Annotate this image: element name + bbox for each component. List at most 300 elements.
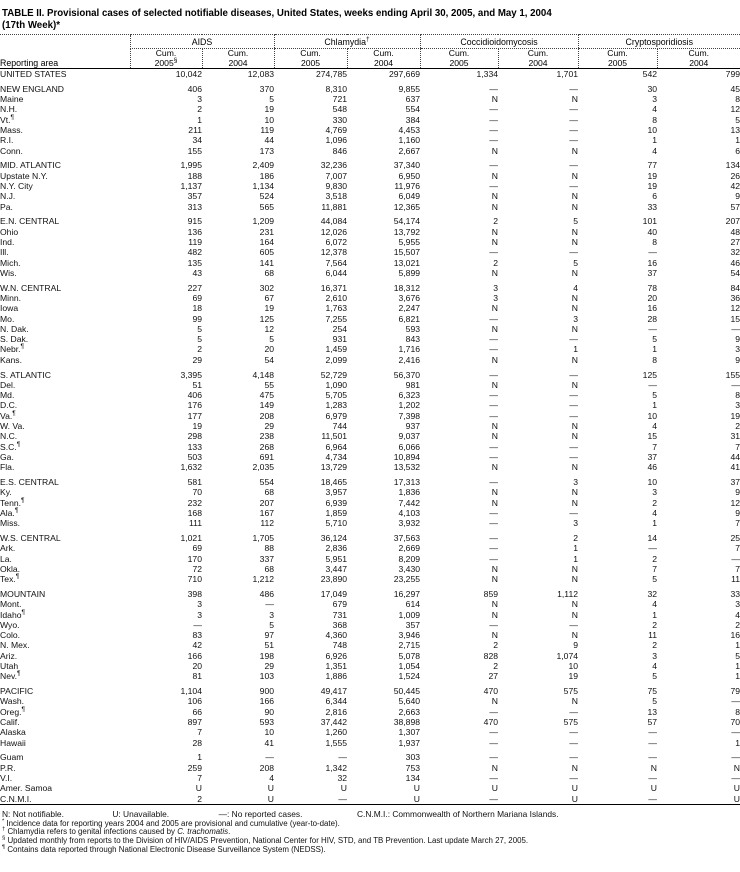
cell-value: 188 [187, 170, 202, 181]
row-label: E.N. CENTRAL [0, 216, 60, 227]
cell-value: 3 [652, 487, 658, 498]
cell-value: — [569, 619, 579, 630]
cell-value: N [571, 431, 579, 442]
cell-value: 6,066 [398, 441, 421, 452]
row-label: Ga. [0, 451, 14, 462]
table-row [0, 651, 740, 661]
row-label: Fla. [0, 462, 15, 473]
cell-value: 2,416 [398, 354, 421, 365]
table-row [0, 462, 740, 472]
cell-value: 90 [264, 706, 275, 717]
row-label: Ind. [0, 236, 15, 247]
cell-value: 50,445 [393, 686, 421, 697]
cell-value: 1,937 [398, 737, 421, 748]
title-line-2: (17th Week)* [2, 19, 60, 31]
cell-value: 268 [259, 441, 275, 452]
cell-value: 1,074 [556, 650, 579, 661]
cell-value: 8,310 [325, 83, 348, 94]
cell-value: 68 [264, 267, 275, 278]
cell-value: 16 [647, 303, 658, 314]
cell-value: — [569, 451, 579, 462]
cell-value: U [267, 793, 275, 804]
row-label: UNITED STATES [0, 69, 67, 79]
cell-value: 2,836 [325, 543, 348, 554]
cell-value: 13 [730, 124, 740, 135]
cell-value: 10 [647, 476, 658, 487]
cell-value: 4 [735, 609, 740, 620]
table-row [0, 671, 740, 681]
cell-value: 166 [187, 650, 202, 661]
cell-value: 357 [187, 191, 202, 202]
row-label: Ohio [0, 226, 19, 237]
row-label: Calif. [0, 717, 20, 728]
cell-value: 11,881 [321, 201, 348, 212]
cell-value: 7 [197, 773, 202, 783]
cell-value: 1 [573, 344, 579, 355]
cell-value: 52,729 [320, 369, 348, 380]
cell-value: N [491, 609, 499, 620]
table-row [0, 146, 740, 156]
cell-value: 19 [647, 170, 658, 181]
column-header: Cum. 2005 [274, 49, 347, 69]
cell-value: 19 [264, 303, 275, 314]
column-group-aids: AIDS [130, 35, 274, 49]
cell-value: 6,950 [398, 170, 421, 181]
cell-value: 337 [259, 553, 275, 564]
cell-value: 7,398 [398, 410, 421, 421]
cell-value: 16 [730, 630, 740, 641]
table-row [0, 334, 740, 344]
row-label: Mich. [0, 257, 21, 268]
cell-value: 259 [187, 762, 202, 773]
cell-value: 357 [405, 619, 421, 630]
cell-value: 37,563 [393, 532, 421, 543]
cell-value: N [491, 497, 499, 508]
cell-value: U [571, 783, 579, 794]
table-row [0, 324, 740, 334]
cell-value: N [571, 145, 579, 156]
cell-value: — [569, 369, 579, 380]
cell-value: — [489, 114, 499, 125]
cell-value: 16 [647, 257, 658, 268]
notifiable-diseases-table [0, 34, 740, 805]
row-label: Tex.¶ [0, 573, 20, 585]
table-row [0, 620, 740, 630]
row-label: La. [0, 553, 12, 564]
cell-value: — [731, 727, 740, 738]
table-row [0, 748, 740, 763]
cell-value: 6,049 [398, 191, 421, 202]
table-row [0, 610, 740, 620]
cell-value: 37 [730, 476, 740, 487]
cell-value: — [569, 727, 579, 738]
row-label: D.C. [0, 400, 18, 411]
cell-value: 1 [652, 400, 658, 411]
cell-value: U [267, 783, 275, 794]
cell-value: 33 [647, 201, 658, 212]
cell-value: — [569, 737, 579, 748]
table-row [0, 543, 740, 553]
cell-value: 2,669 [398, 543, 421, 554]
cell-value: 575 [563, 717, 579, 728]
cell-value: 843 [405, 334, 421, 345]
cell-value: 78 [647, 282, 658, 293]
cell-value: N [491, 303, 499, 314]
cell-value: N [491, 323, 499, 334]
cell-value: — [489, 737, 499, 748]
cell-value: — [648, 752, 658, 763]
row-label: W.S. CENTRAL [0, 532, 61, 543]
cell-value: 542 [642, 69, 658, 79]
cell-value: 1,209 [252, 216, 275, 227]
cell-value: 37 [647, 267, 658, 278]
cell-value: 748 [332, 640, 348, 651]
cell-value: 149 [259, 400, 275, 411]
cell-value: 3 [197, 609, 202, 620]
cell-value: — [731, 696, 740, 707]
cell-value: 57 [647, 717, 658, 728]
cell-value: 9,855 [398, 83, 421, 94]
cell-value: 4 [652, 421, 658, 431]
footnote-pilcrow: ¶ Contains data reported through National Electronic Disease Surveillance System (NEDSS). [2, 844, 326, 854]
cell-value: — [648, 793, 658, 804]
cell-value: 18,312 [393, 282, 421, 293]
cell-value: 4 [269, 773, 275, 783]
cell-value: 2,035 [252, 462, 275, 473]
table-row [0, 431, 740, 441]
column-header: Cum. 2005 [420, 49, 498, 69]
cell-value: 1,632 [180, 462, 202, 473]
table-row [0, 227, 740, 237]
cell-value: 313 [187, 201, 202, 212]
cell-value: 36 [730, 292, 740, 303]
table-row [0, 355, 740, 365]
row-label: Miss. [0, 518, 21, 529]
legend-unavailable: U: Unavailable. [112, 808, 170, 819]
cell-value: 2 [493, 216, 499, 227]
cell-value: U [413, 793, 421, 804]
cell-value: 31 [730, 431, 740, 442]
table-row [0, 696, 740, 706]
row-label: Kans. [0, 354, 22, 365]
cell-value: 166 [259, 696, 275, 707]
table-row [0, 303, 740, 313]
cell-value: N [571, 226, 579, 237]
cell-value: 3 [573, 313, 579, 324]
cell-value: 5 [197, 334, 202, 345]
cell-value: 2 [197, 793, 202, 804]
cell-value: 10 [647, 124, 658, 135]
cell-value: 6 [735, 145, 740, 156]
cell-value: N [491, 563, 499, 574]
cell-value: 2 [652, 497, 658, 508]
cell-value: 44,084 [320, 216, 348, 227]
cell-value: 2 [493, 661, 499, 672]
cell-value: 1,283 [325, 400, 348, 411]
cell-value: U [340, 783, 348, 794]
cell-value: — [489, 553, 499, 564]
cell-value: 1,701 [556, 69, 579, 79]
cell-value: N [491, 462, 499, 473]
page-title [0, 8, 740, 31]
cell-value: 6,344 [325, 696, 348, 707]
cell-value: 5,955 [398, 236, 421, 247]
row-label: Maine [0, 94, 24, 105]
cell-value: 68 [264, 563, 275, 574]
cell-value: 15,507 [393, 247, 421, 258]
cell-value: 2 [652, 553, 658, 564]
cell-value: 1,351 [325, 661, 348, 672]
cell-value: 11 [648, 630, 658, 641]
cell-value: N [571, 497, 579, 508]
cell-value: 2,816 [325, 706, 348, 717]
cell-value: 1,090 [325, 379, 348, 390]
cell-value: 5 [197, 323, 202, 334]
cell-value: 45 [730, 83, 740, 94]
cell-value: 18,465 [320, 476, 348, 487]
cell-value: 10,894 [393, 451, 421, 462]
cell-value: 1,054 [398, 661, 421, 672]
cell-value: N [571, 421, 579, 431]
cell-value: N [491, 226, 499, 237]
row-label: Colo. [0, 630, 21, 641]
cell-value: 27 [488, 671, 499, 682]
cell-value: 5 [652, 671, 658, 682]
row-label: MOUNTAIN [0, 588, 46, 599]
cell-value: 3,946 [398, 630, 421, 641]
table-row [0, 94, 740, 104]
cell-value: 5,078 [398, 650, 421, 661]
cell-value: 5 [652, 574, 658, 585]
cell-value: 5 [573, 257, 579, 268]
cell-value: 48 [730, 226, 740, 237]
column-header: Cum. 2004 [347, 49, 420, 69]
cell-value: 134 [405, 773, 421, 783]
table-row [0, 554, 740, 564]
cell-value: 5 [652, 334, 658, 345]
cell-value: 6,926 [325, 650, 348, 661]
table-row [0, 247, 740, 257]
cell-value: 155 [725, 369, 740, 380]
cell-value: 1,886 [325, 671, 348, 682]
table-row [0, 115, 740, 125]
cell-value: 1,459 [325, 344, 348, 355]
cell-value: — [489, 773, 499, 783]
cell-value: — [489, 390, 499, 401]
cell-value: — [648, 379, 658, 390]
cell-value: 900 [259, 686, 275, 697]
cell-value: 167 [259, 507, 275, 518]
cell-value: 11,501 [321, 431, 348, 442]
cell-value: 3,447 [325, 563, 348, 574]
cell-value: 3 [269, 609, 275, 620]
cell-value: 254 [332, 323, 348, 334]
cell-value: — [489, 441, 499, 452]
table-body [0, 69, 740, 805]
cell-value: 125 [642, 369, 658, 380]
cell-value: 3 [197, 94, 202, 105]
table-row [0, 518, 740, 528]
cell-value: 72 [192, 563, 202, 574]
row-label: Vt.¶ [0, 113, 15, 125]
table-legend [0, 809, 740, 819]
cell-value: 44 [730, 451, 740, 462]
cell-value: — [569, 334, 579, 345]
cell-value: — [489, 410, 499, 421]
cell-value: 4 [652, 599, 658, 610]
cell-value: 9 [573, 640, 579, 651]
cell-value: 29 [264, 421, 275, 431]
footnotes [0, 820, 740, 854]
row-label: Del. [0, 379, 16, 390]
cell-value: — [569, 507, 579, 518]
table-row [0, 400, 740, 410]
cell-value: 12 [730, 104, 740, 115]
cell-value: N [491, 574, 499, 585]
cell-value: 3 [493, 292, 499, 303]
cell-value: 859 [483, 588, 499, 599]
cell-value: 3 [735, 599, 740, 610]
reporting-area-spacer [0, 35, 130, 49]
cell-value: 27 [730, 236, 740, 247]
column-group-chlamydia: Chlamydia† [274, 35, 420, 49]
row-label: Mo. [0, 313, 15, 324]
cell-value: — [569, 247, 579, 258]
cell-value: 54 [730, 267, 740, 278]
table-row [0, 794, 740, 805]
table-row [0, 156, 740, 171]
cell-value: U [571, 793, 579, 804]
row-label: Oreg.¶ [0, 705, 25, 717]
cell-value: 44 [264, 135, 275, 146]
cell-value: — [731, 379, 740, 390]
cell-value: 14 [647, 532, 658, 543]
cell-value: 51 [192, 379, 202, 390]
cell-value: 5 [735, 114, 740, 125]
cell-value: U [195, 783, 202, 794]
table-row [0, 487, 740, 497]
row-label: N. Dak. [0, 323, 29, 334]
row-label: N.J. [0, 191, 16, 202]
cell-value: 1,995 [180, 160, 202, 171]
table-row [0, 125, 740, 135]
cell-value: 54,174 [393, 216, 421, 227]
cell-value: 40 [647, 226, 658, 237]
cell-value: — [569, 124, 579, 135]
cell-value: 1 [735, 661, 740, 672]
cell-value: 3,932 [398, 518, 421, 529]
cell-value: 4,360 [325, 630, 348, 641]
table-row [0, 191, 740, 201]
cell-value: U [650, 783, 658, 794]
cell-value: 2 [652, 640, 658, 651]
cell-value: 828 [483, 650, 499, 661]
cell-value: 2,610 [325, 292, 348, 303]
cell-value: 141 [259, 257, 275, 268]
cell-value: 3 [652, 94, 658, 105]
table-row [0, 584, 740, 599]
cell-value: 1,260 [325, 727, 348, 738]
cell-value: 10 [264, 727, 275, 738]
column-group-coccidioidomycosis: Coccidioidomycosis [420, 35, 578, 49]
cell-value: — [648, 737, 658, 748]
cell-value: N [491, 94, 499, 105]
cell-value: — [489, 752, 499, 763]
cell-value: 37 [647, 451, 658, 462]
cell-value: 57 [730, 201, 740, 212]
cell-value: 32 [337, 773, 348, 783]
cell-value: 133 [187, 441, 202, 452]
cell-value: 54 [264, 354, 275, 365]
cell-value: 41 [730, 462, 740, 473]
cell-value: 211 [188, 124, 202, 135]
footnote-section: § Updated monthly from reports to the Division of HIV/AIDS Prevention, National Center for HIV, STD, and TB Prevention. Last update March 27, 2005. [2, 835, 529, 846]
cell-value: 134 [725, 160, 740, 171]
cell-value: 7,442 [398, 497, 421, 508]
title-line-1: TABLE II. Provisional cases of selected notifiable diseases, United States, weeks ending April 30, 2005, and May 1, 2004 [2, 8, 552, 19]
table-row [0, 773, 740, 783]
cell-value: 111 [188, 518, 202, 529]
cell-value: 7 [652, 563, 658, 574]
cell-value: 915 [187, 216, 202, 227]
cell-value: 176 [187, 400, 202, 411]
cell-value: 1 [573, 553, 579, 564]
cell-value: 49,417 [320, 686, 348, 697]
row-label: Idaho¶ [0, 608, 26, 620]
row-label: Nev.¶ [0, 670, 21, 682]
cell-value: 208 [259, 410, 275, 421]
cell-value: 4 [652, 145, 658, 156]
cell-value: 744 [332, 421, 348, 431]
row-label: W.N. CENTRAL [0, 282, 62, 293]
cell-value: 1,212 [252, 574, 275, 585]
cell-value: 17,313 [393, 476, 421, 487]
table-row [0, 171, 740, 181]
table-row [0, 508, 740, 518]
table-row [0, 258, 740, 268]
cell-value: — [489, 247, 499, 258]
cell-value: — [569, 83, 579, 94]
table-row [0, 390, 740, 400]
table-row [0, 411, 740, 421]
cell-value: 6,939 [325, 497, 348, 508]
cell-value: 6,323 [398, 390, 421, 401]
cell-value: 486 [259, 588, 275, 599]
cell-value: — [569, 706, 579, 717]
cell-value: 168 [187, 507, 202, 518]
cell-value: 7,255 [325, 313, 348, 324]
row-label: Mont. [0, 599, 22, 610]
cell-value: 981 [405, 379, 421, 390]
cell-value: — [648, 323, 658, 334]
cell-value: 15 [730, 313, 740, 324]
cell-value: 7 [735, 441, 740, 452]
table-row [0, 237, 740, 247]
cell-value: N [491, 762, 499, 773]
cell-value: 7,564 [325, 257, 348, 268]
cell-value: 548 [332, 104, 348, 115]
cell-value: 9 [735, 334, 740, 345]
table-row [0, 640, 740, 650]
cell-value: 70 [730, 717, 740, 728]
table-row [0, 452, 740, 462]
row-label: W. Va. [0, 421, 25, 431]
cell-value: 155 [187, 145, 202, 156]
cell-value: 575 [563, 686, 579, 697]
cell-value: 1,021 [180, 532, 202, 543]
cell-value: 5,640 [398, 696, 421, 707]
cell-value: 12 [730, 303, 740, 314]
